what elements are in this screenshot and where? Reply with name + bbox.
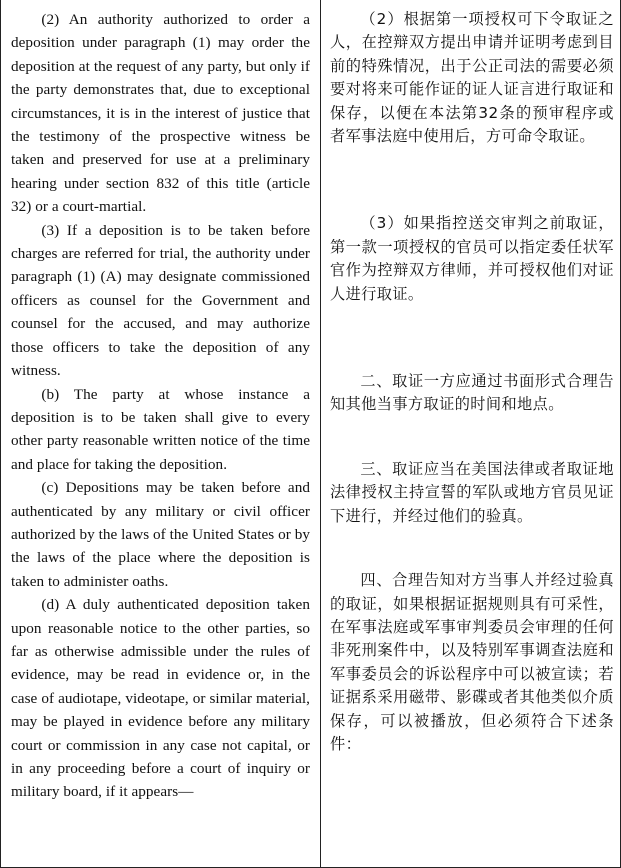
chinese-paragraph-c: 三、取证应当在美国法律或者取证地法律授权主持宣誓的军队或地方官员见证下进行，并经过他们的验真。 — [330, 459, 614, 525]
chinese-column — [321, 0, 621, 756]
english-paragraph-b: (b) The party at whose instance a deposition is to be taken shall give to every other party reasonable written notice of the time and place for taking the deposition. — [11, 385, 310, 473]
english-paragraph-c: (c) Depositions may be taken before and authenticated by any military or civil officer authorized by the laws of the United States or by the laws of the place where the deposition is taken to administer oaths. — [11, 479, 310, 590]
chinese-paragraph-d: 四、合理告知对方当事人并经过验真的取证，如果根据证据规则具有可采性，在军事法庭或军事审判委员会审理的任何非死刑案件中，以及特别军事调查法庭和军事委员会的诉讼程序中可以被宣读；若证据系采用磁带、影碟或者其他类似介质保存，可以被播放，但必须符合下述条件： — [330, 571, 614, 753]
english-paragraph-a3: (3) If a deposition is to be taken before charges are referred for trial, the authority under paragraph (1) (A) may designate commissioned officers as counsel for the Government and counsel for the accused, and may authorize those officers to take the deposition of any witness. — [11, 221, 310, 380]
chinese-paragraph-b: 二、取证一方应通过书面形式合理告知其他当事方取证的时间和地点。 — [330, 372, 614, 414]
english-column — [1, 0, 320, 804]
english-paragraph-a2: (2) An authority authorized to order a deposition under paragraph (1) may order the deposition at the request of any party, but only if the party demonstrates that, due to exceptional circumstances, it is in the interest of justice that the testimony of the prospective witness be taken and preserved for use at a preliminary hearing under section 832 of this title (article 32) or a court-martial. — [11, 11, 310, 216]
chinese-paragraph-a2: （2）根据第一项授权可下令取证之人，在控辩双方提出申请并证明考虑到目前的特殊情况，出于公正司法的需要必须要对将来可能作证的证人证言进行取证和保存，以便在本法第32条的预审程序或者军事法庭中使用后，方可命令取证。 — [330, 10, 614, 146]
english-paragraph-d: (d) A duly authenticated deposition taken upon reasonable notice to the other parties, so far as otherwise admissible under the rules of evidence, may be read in evidence or, in the case of audiotape, videotape, or similar material, may be played in evidence before any military court or commission in any case not capital, or in any proceeding before a court of inquiry or military board, if it appears— — [11, 596, 310, 801]
chinese-paragraph-a3: （3）如果指控送交审判之前取证，第一款一项授权的官员可以指定委任状军官作为控辩双方律师，并可授权他们对证人进行取证。 — [330, 214, 614, 303]
